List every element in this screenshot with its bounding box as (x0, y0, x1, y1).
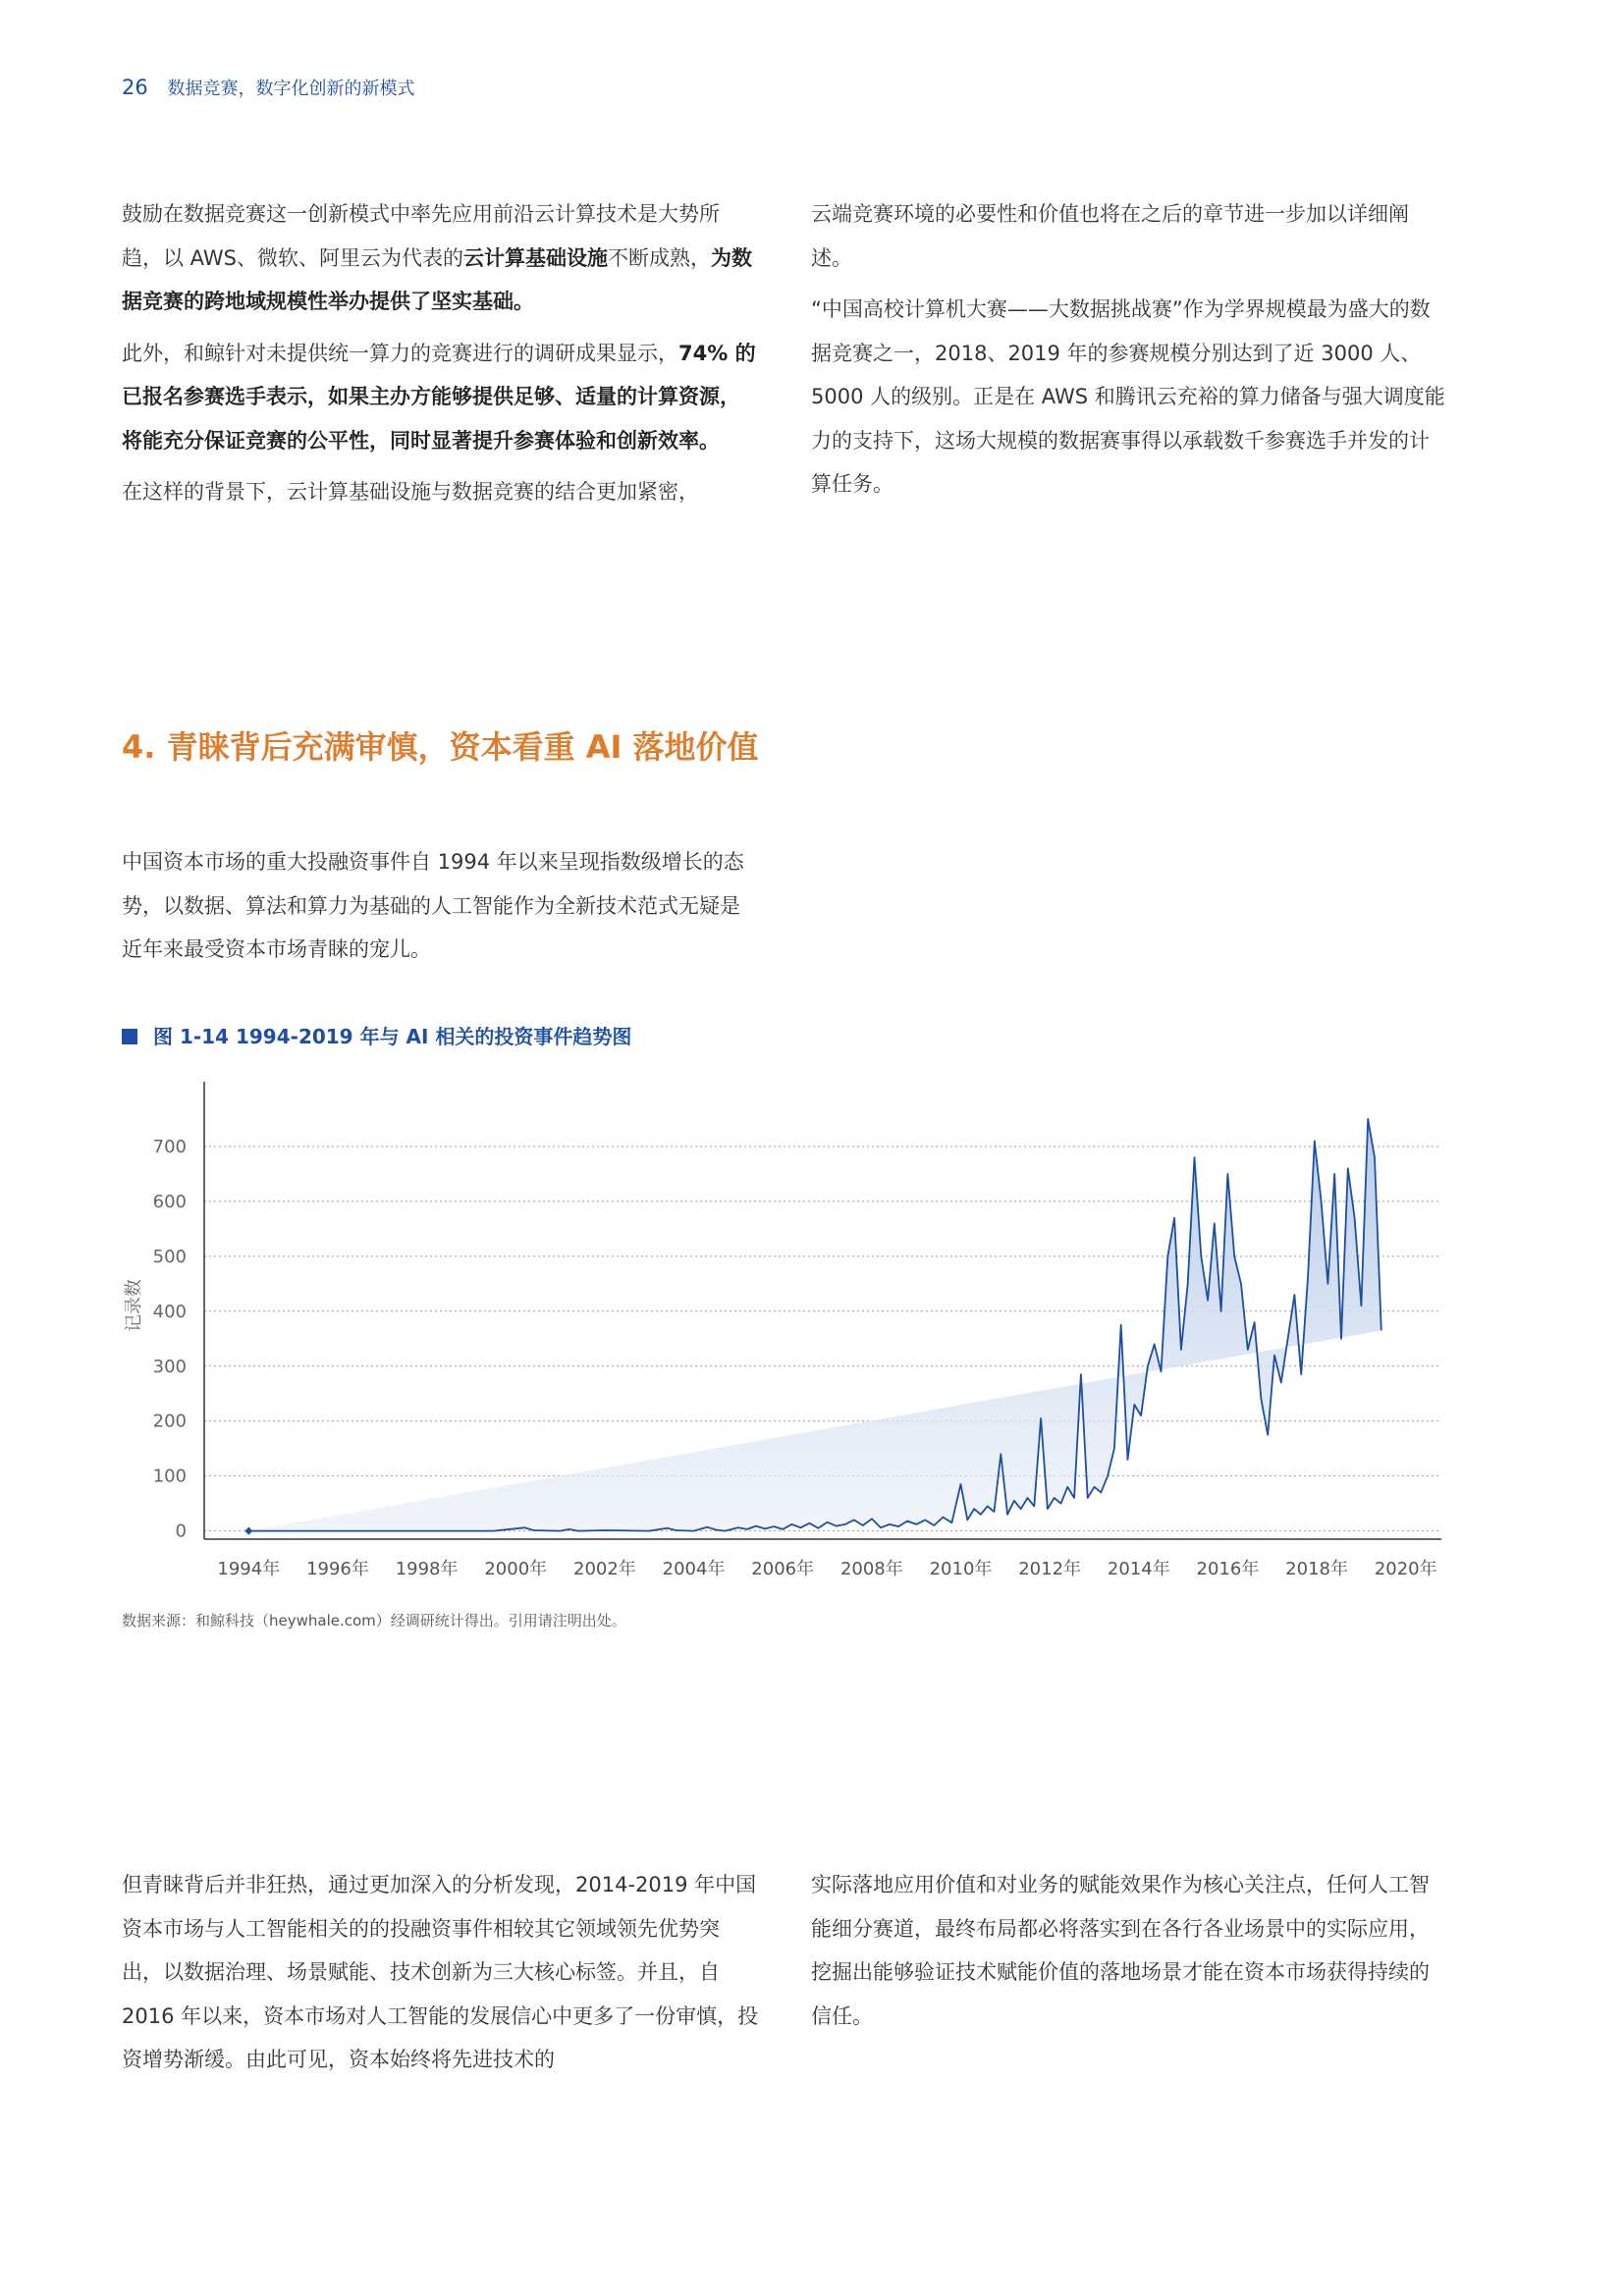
bottom-left-column (122, 1863, 760, 2090)
x-tick-label: 2002年 (573, 1559, 636, 1579)
top-left-column (122, 192, 760, 522)
x-tick-label: 2010年 (929, 1559, 993, 1579)
endpoint-marker (244, 1527, 252, 1535)
paragraph-survey (122, 332, 760, 463)
paragraph-cloud-env: 云端竞赛环境的必要性和价值也将在之后的章节进一步加以详细阐述。 (811, 202, 1409, 270)
y-tick-label: 0 (175, 1521, 187, 1542)
paragraph-analysis: 但青睐背后并非狂热，通过更加深入的分析发现，2014-2019 年中国资本市场与人工智能相关的的投融资事件相较其它领域领先优势突出，以数据治理、场景赋能、技术创新为三大核心标签。并且，自 2016 年以来，资本市场对人工智能的发展信心中更多了一份审慎，投资增势渐缓。由此可见，资本始终将先进技术的 (122, 1873, 759, 2071)
y-tick-label: 100 (152, 1466, 187, 1487)
paragraph-intro: 中国资本市场的重大投融资事件自 1994 年以来呈现指数级增长的态势，以数据、算法和算力为基础的人工智能作为全新技术范式无疑是近年来最受资本市场青睐的宠儿。 (122, 850, 744, 961)
x-tick-label: 2020年 (1374, 1559, 1437, 1579)
bottom-right-column (811, 1863, 1449, 2046)
figure-title (122, 1021, 631, 1049)
y-tick-label: 300 (152, 1356, 187, 1377)
series-area (248, 1119, 1381, 1531)
paragraph-competition: “中国高校计算机大赛——大数据挑战赛”作为学界规模最为盛大的数据竞赛之一，2018、2019 年的参赛规模分别达到了近 3000 人、5000 人的级别。正是在 AWS 和腾讯云充裕的算力储备与强大调度能力的支持下，这场大规模的数据赛事得以承载数千参赛选手并发的计算任务。 (811, 297, 1445, 496)
bold-text: 为数据竞赛的跨地域规模性举办提供了坚实基础。 (122, 245, 752, 313)
figure-source: 数据来源：和鲸科技（heywhale.com）经调研统计得出。引用请注明出处。 (122, 1612, 626, 1629)
section-title: 4. 青睐背后充满审慎，资本看重 AI 落地价值 (122, 728, 759, 766)
x-tick-label: 2008年 (839, 1559, 903, 1579)
paragraph-cloud-trend (122, 192, 760, 324)
intro-column (122, 840, 760, 980)
y-tick-label: 600 (152, 1191, 187, 1212)
figure-title-text: 图 1-14 1994-2019 年与 AI 相关的投资事件趋势图 (153, 1025, 632, 1048)
running-header (122, 75, 414, 100)
text-span: 鼓励在数据竞赛这一创新模式中率先应用前沿云计算技术是大势所趋，以 AWS、微软、阿里云为代表的 (122, 202, 720, 270)
text-span: 不断成熟， (608, 245, 711, 270)
y-tick-label: 400 (152, 1301, 187, 1322)
page-number: 26 (122, 76, 148, 99)
x-tick-label: 1994年 (217, 1559, 281, 1579)
bold-text: 74% 的已报名参赛选手表示，如果主办方能够提供足够、适量的计算资源，将能充分保证竞赛的公平性，同时显著提升参赛体验和创新效率。 (122, 341, 756, 453)
x-tick-label: 2012年 (1018, 1559, 1082, 1579)
x-tick-label: 2018年 (1285, 1559, 1348, 1579)
y-axis-label: 记录数 (124, 1279, 144, 1332)
investment-trend-chart (118, 1078, 1453, 1608)
x-tick-label: 2014年 (1107, 1559, 1170, 1579)
x-tick-label: 1998年 (395, 1559, 459, 1579)
x-tick-label: 2006年 (751, 1559, 815, 1579)
bold-text: 云计算基础设施 (463, 245, 608, 270)
y-tick-label: 200 (152, 1411, 187, 1432)
square-bullet-icon (122, 1029, 137, 1044)
x-tick-label: 2016年 (1196, 1559, 1260, 1579)
x-tick-label: 2000年 (484, 1559, 548, 1579)
y-tick-label: 500 (152, 1246, 187, 1267)
header-title: 数据竞赛，数字化创新的新模式 (167, 79, 415, 99)
paragraph-background: 在这样的背景下，云计算基础设施与数据竞赛的结合更加紧密， (122, 480, 699, 504)
x-tick-label: 2004年 (662, 1559, 726, 1579)
x-tick-label: 1996年 (306, 1559, 369, 1579)
y-tick-label: 700 (152, 1136, 187, 1157)
paragraph-conclusion: 实际落地应用价值和对业务的赋能效果作为核心关注点，任何人工智能细分赛道，最终布局都必将落实到在各行各业场景中的实际应用，挖掘出能够验证技术赋能价值的落地场景才能在资本市场获得持续的信任。 (811, 1873, 1430, 2028)
top-right-column (811, 192, 1449, 514)
text-span: 此外，和鲸针对未提供统一算力的竞赛进行的调研成果显示， (122, 341, 678, 365)
